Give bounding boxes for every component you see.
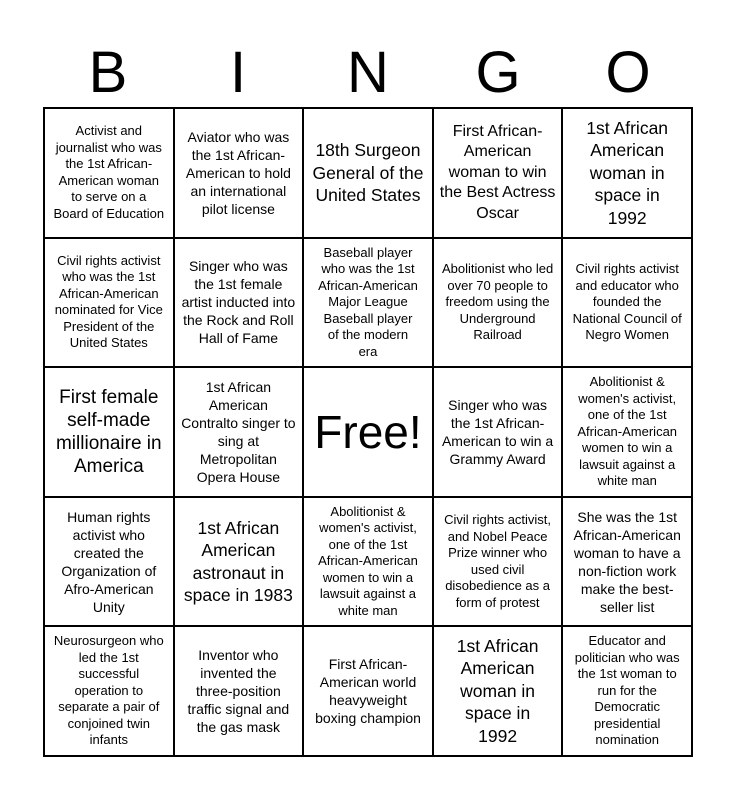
cell-text: Aviator who was the 1st African-American to hold an international pilot license — [185, 128, 291, 217]
bingo-cell[interactable] — [303, 626, 433, 756]
bingo-card-grid — [43, 107, 693, 757]
bingo-cell[interactable] — [44, 626, 174, 756]
bingo-cell[interactable] — [174, 626, 304, 756]
cell-text: Singer who was the 1st African-American to win a Grammy Award — [441, 396, 554, 467]
bingo-cell[interactable] — [303, 238, 433, 368]
cell-text: She was the 1st African-American woman to have a non-fiction work make the best-seller list — [573, 508, 681, 615]
cell-text: Neurosurgeon who led the 1st successful operation to separate a pair of conjoined twin infants — [53, 633, 164, 748]
header-letter-i: I — [229, 40, 247, 105]
bingo-cell[interactable] — [433, 238, 563, 368]
cell-text: 1st African American woman in space in 1992 — [586, 117, 669, 228]
bingo-cell[interactable] — [562, 367, 692, 497]
header-letter-b: B — [88, 40, 128, 105]
bingo-cell[interactable] — [174, 108, 304, 238]
cell-text: Abolitionist & women's activist, one of the 1st African-American women to win a lawsuit against a white man — [577, 374, 678, 489]
cell-text: Civil rights activist, and Nobel Peace Prize winner who used civil disobedience as a form of protest — [444, 512, 552, 610]
cell-text: Singer who was the 1st female artist inducted into the Rock and Roll Hall of Fame — [181, 258, 296, 347]
cell-text: Human rights activist who created the Organization of Afro-American Unity — [61, 508, 157, 615]
cell-text: Educator and politician who was the 1st woman to run for the Democratic presidential nomination — [574, 633, 680, 748]
cell-text: 1st African American Contralto singer to sing at Metropolitan Opera House — [181, 378, 296, 485]
bingo-header — [43, 38, 693, 108]
bingo-cell[interactable] — [433, 626, 563, 756]
cell-text: Inventor who invented the three-position traffic signal and the gas mask — [187, 647, 290, 736]
cell-text: Activist and journalist who was the 1st African-American woman to serve on a Board of Education — [53, 123, 165, 221]
header-letter-n: N — [347, 40, 389, 105]
bingo-cell[interactable] — [44, 367, 174, 497]
bingo-cell[interactable] — [303, 497, 433, 627]
bingo-cell[interactable] — [303, 108, 433, 238]
cell-text: First African-American world heavyweight boxing champion — [315, 656, 421, 727]
header-letter-g: G — [475, 40, 521, 105]
bingo-cell[interactable] — [562, 626, 692, 756]
bingo-cell[interactable] — [303, 367, 433, 497]
bingo-cell[interactable] — [174, 238, 304, 368]
bingo-cell[interactable] — [44, 108, 174, 238]
cell-text: Abolitionist & women's activist, one of the 1st African-American women to win a lawsuit against a white man — [318, 503, 418, 618]
cell-text: First African-American woman to win the Best Actress Oscar — [439, 122, 556, 222]
bingo-cell[interactable] — [174, 497, 304, 627]
bingo-cell[interactable] — [44, 238, 174, 368]
bingo-cell[interactable] — [433, 367, 563, 497]
header-letter-o: O — [605, 40, 651, 105]
bingo-cell[interactable] — [562, 108, 692, 238]
cell-text: 1st African American woman in space in 1992 — [456, 635, 539, 746]
cell-text: Civil rights activist and educator who founded the National Council of Negro Women — [572, 261, 682, 343]
cell-text: Abolitionist who led over 70 people to freedom using the Underground Railroad — [441, 261, 554, 343]
cell-text: Baseball player who was the 1st African-American Major League Baseball player of the modern era — [318, 244, 418, 359]
bingo-cell[interactable] — [433, 108, 563, 238]
free-space: Free! — [314, 405, 422, 458]
cell-text: 1st African American astronaut in space in 1983 — [183, 517, 293, 606]
cell-text: 18th Surgeon General of the United States — [312, 140, 424, 206]
bingo-cell[interactable] — [562, 238, 692, 368]
bingo-cell[interactable] — [433, 497, 563, 627]
bingo-cell[interactable] — [562, 497, 692, 627]
cell-text: First female self-made millionaire in America — [55, 386, 162, 477]
bingo-cell[interactable] — [44, 497, 174, 627]
cell-text: Civil rights activist who was the 1st African-American nominated for Vice President of the United States — [54, 252, 163, 351]
bingo-cell[interactable] — [174, 367, 304, 497]
